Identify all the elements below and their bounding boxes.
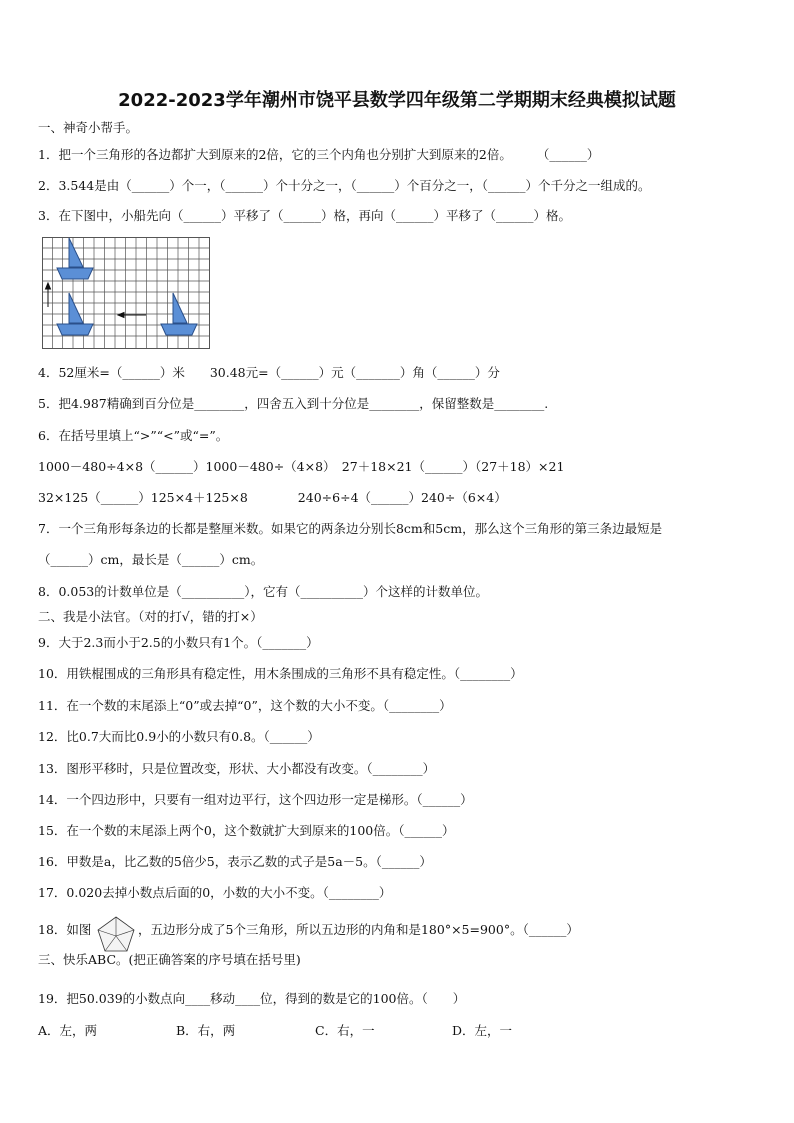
section-1-heading: 一、神奇小帮手。 [38,120,139,135]
question-6: 6．在括号里填上“>”“<”或“=”。 [38,428,229,443]
question-13: 13．图形平移时，只是位置改变，形状、大小都没有改变。（________） [38,761,436,776]
question-18-prefix: 18．如图 [38,922,92,937]
question-4: 4．52厘米=（______）米 30.48元=（______）元（_______）角（______）分 [38,365,500,380]
question-7-line-2: （______）cm，最长是（______）cm。 [38,552,264,567]
question-9: 9．大于2.3而小于2.5的小数只有1个。（_______） [38,635,319,650]
question-3: 3．在下图中，小船先向（______）平移了（______）格，再向（______）平移了（______）格。 [38,208,571,223]
up-arrow [46,283,51,307]
question-6-row-a: 1000－480÷4×8（______）1000－480÷（4×8） 27＋18×21（______）（27＋18）×21 [38,459,565,474]
question-8: 8．0.053的计数单位是（__________），它有（__________）个这样的计数单位。 [38,584,488,599]
question-7-line-1: 7．一个三角形每条边的长都是整厘米数。如果它的两条边分别长8cm和5cm，那么这个三角形的第三条边最短是 [38,521,663,536]
question-17: 17．0.020去掉小数点后面的0，小数的大小不变。（________） [38,885,392,900]
option-c: C．右，一 [315,1023,375,1038]
section-3-heading: 三、快乐ABC。(把正确答案的序号填在括号里) [38,952,301,967]
question-6-row-b: 32×125（______）125×4＋125×8 240÷6÷4（______）240÷（6×4） [38,490,507,505]
question-18-text: ，五边形分成了5个三角形，所以五边形的内角和是180°×5=900°。（______） [138,922,579,937]
question-11: 11．在一个数的末尾添上“0”或去掉“0”，这个数的大小不变。（________） [38,698,452,713]
question-14: 14．一个四边形中，只要有一组对边平行，这个四边形一定是梯形。（______） [38,792,473,807]
section-2-heading: 二、我是小法官。（对的打√，错的打×） [38,609,263,624]
page-title: 2022-2023学年潮州市饶平县数学四年级第二学期期末经典模拟试题 [118,90,676,111]
question-1: 1．把一个三角形的各边都扩大到原来的2倍，它的三个内角也分别扩大到原来的2倍。 （______） [38,147,600,162]
question-2: 2．3.544是由（______）个一，（______）个十分之一，（______）个百分之一，（______）个千分之一组成的。 [38,178,651,193]
option-b: B．右，两 [176,1023,236,1038]
left-arrow [118,313,146,318]
boat-translation-grid [42,237,210,353]
question-10: 10．用铁棍围成的三角形具有稳定性，用木条围成的三角形不具有稳定性。（________） [38,666,523,681]
question-16: 16．甲数是a，比乙数的5倍少5，表示乙数的式子是5a－5。（______） [38,854,432,869]
question-12: 12．比0.7大而比0.9小的小数只有0.8。（______） [38,729,320,744]
option-d: D．左，一 [452,1023,513,1038]
question-5: 5．把4.987精确到百分位是________，四舍五入到十分位是________，保留整数是________. [38,396,549,411]
question-19: 19．把50.039的小数点向____移动____位，得到的数是它的100倍。（ ） [38,991,466,1006]
option-a: A．左，两 [38,1023,98,1038]
question-15: 15．在一个数的末尾添上两个0，这个数就扩大到原来的100倍。（______） [38,823,455,838]
